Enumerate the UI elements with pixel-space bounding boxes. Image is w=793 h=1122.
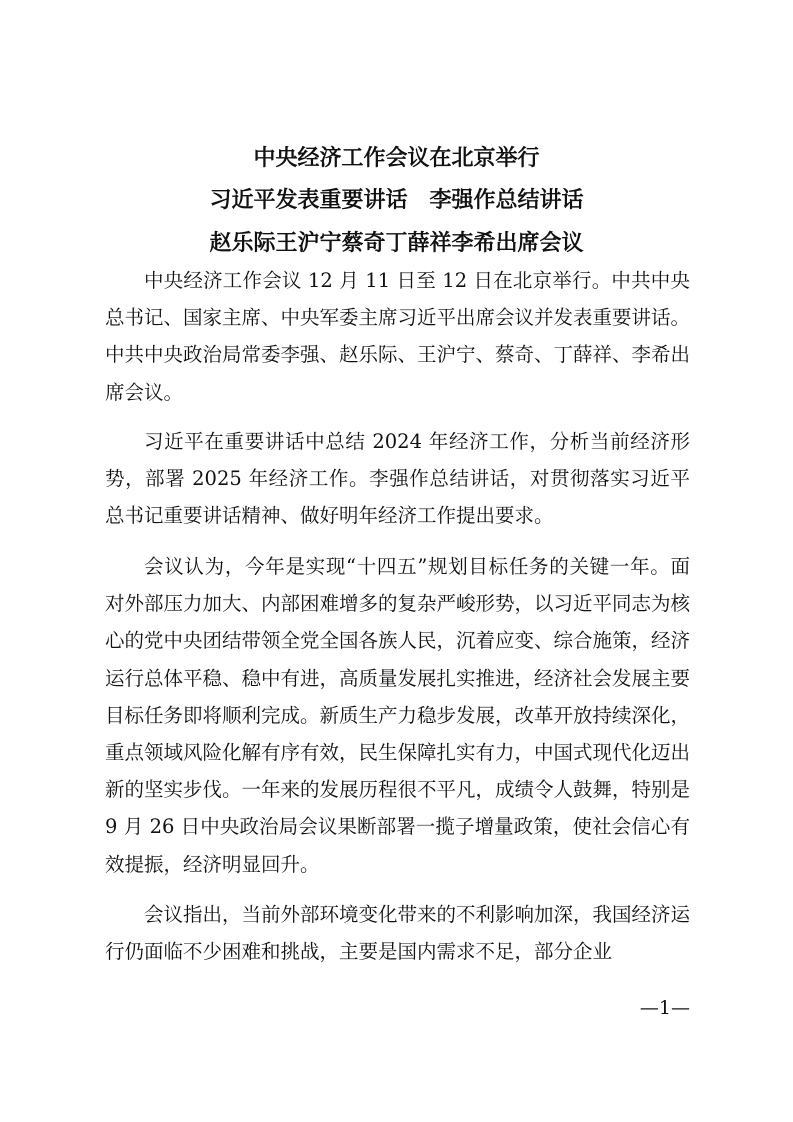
body-paragraph: 会议认为，今年是实现“十四五”规划目标任务的关键一年。面对外部压力加大、内部困难增多的复杂严峻形势，以习近平同志为核心的党中央团结带领全党全国各族人民，沉着应变、综合施策，经济运行总体平稳、稳中有进，高质量发展扎实推进，经济社会发展主要目标任务即将顺利完成。新质生产力稳步发展，改革开放持续深化，重点领域风险化解有序有效，民生保障扎实有力，中国式现代化迈出新的坚实步伐。一年来的发展历程很不平凡，成绩令人鼓舞，特别是 9 月 26 日中央政治局会议果断部署一揽子增量政策，使社会信心有效提振，经济明显回升。	[105, 555, 691, 876]
headline-subtitle: 习近平发表重要讲话 李强作总结讲话	[209, 188, 584, 213]
body-paragraph: 会议指出，当前外部环境变化带来的不利影响加深，我国经济运行仍面临不少困难和挑战，主要是国内需求不足，部分企业	[105, 903, 691, 964]
page-number: —1—	[639, 997, 690, 1019]
body-paragraph: 习近平在重要讲话中总结 2024 年经济工作，分析当前经济形势，部署 2025 年经济工作。李强作总结讲话，对贯彻落实习近平总书记重要讲话精神、做好明年经济工作提出要求。	[105, 430, 690, 528]
headline-title: 中央经济工作会议在北京举行	[253, 146, 540, 171]
headline-attendees: 赵乐际王沪宁蔡奇丁薛祥李希出席会议	[209, 231, 584, 256]
body-paragraph: 中央经济工作会议 12 月 11 日至 12 日在北京举行。中共中央总书记、国家主席、中央军委主席习近平出席会议并发表重要讲话。中共中央政治局常委李强、赵乐际、王沪宁、蔡奇、丁薛祥、李希出席会议。	[105, 269, 691, 404]
